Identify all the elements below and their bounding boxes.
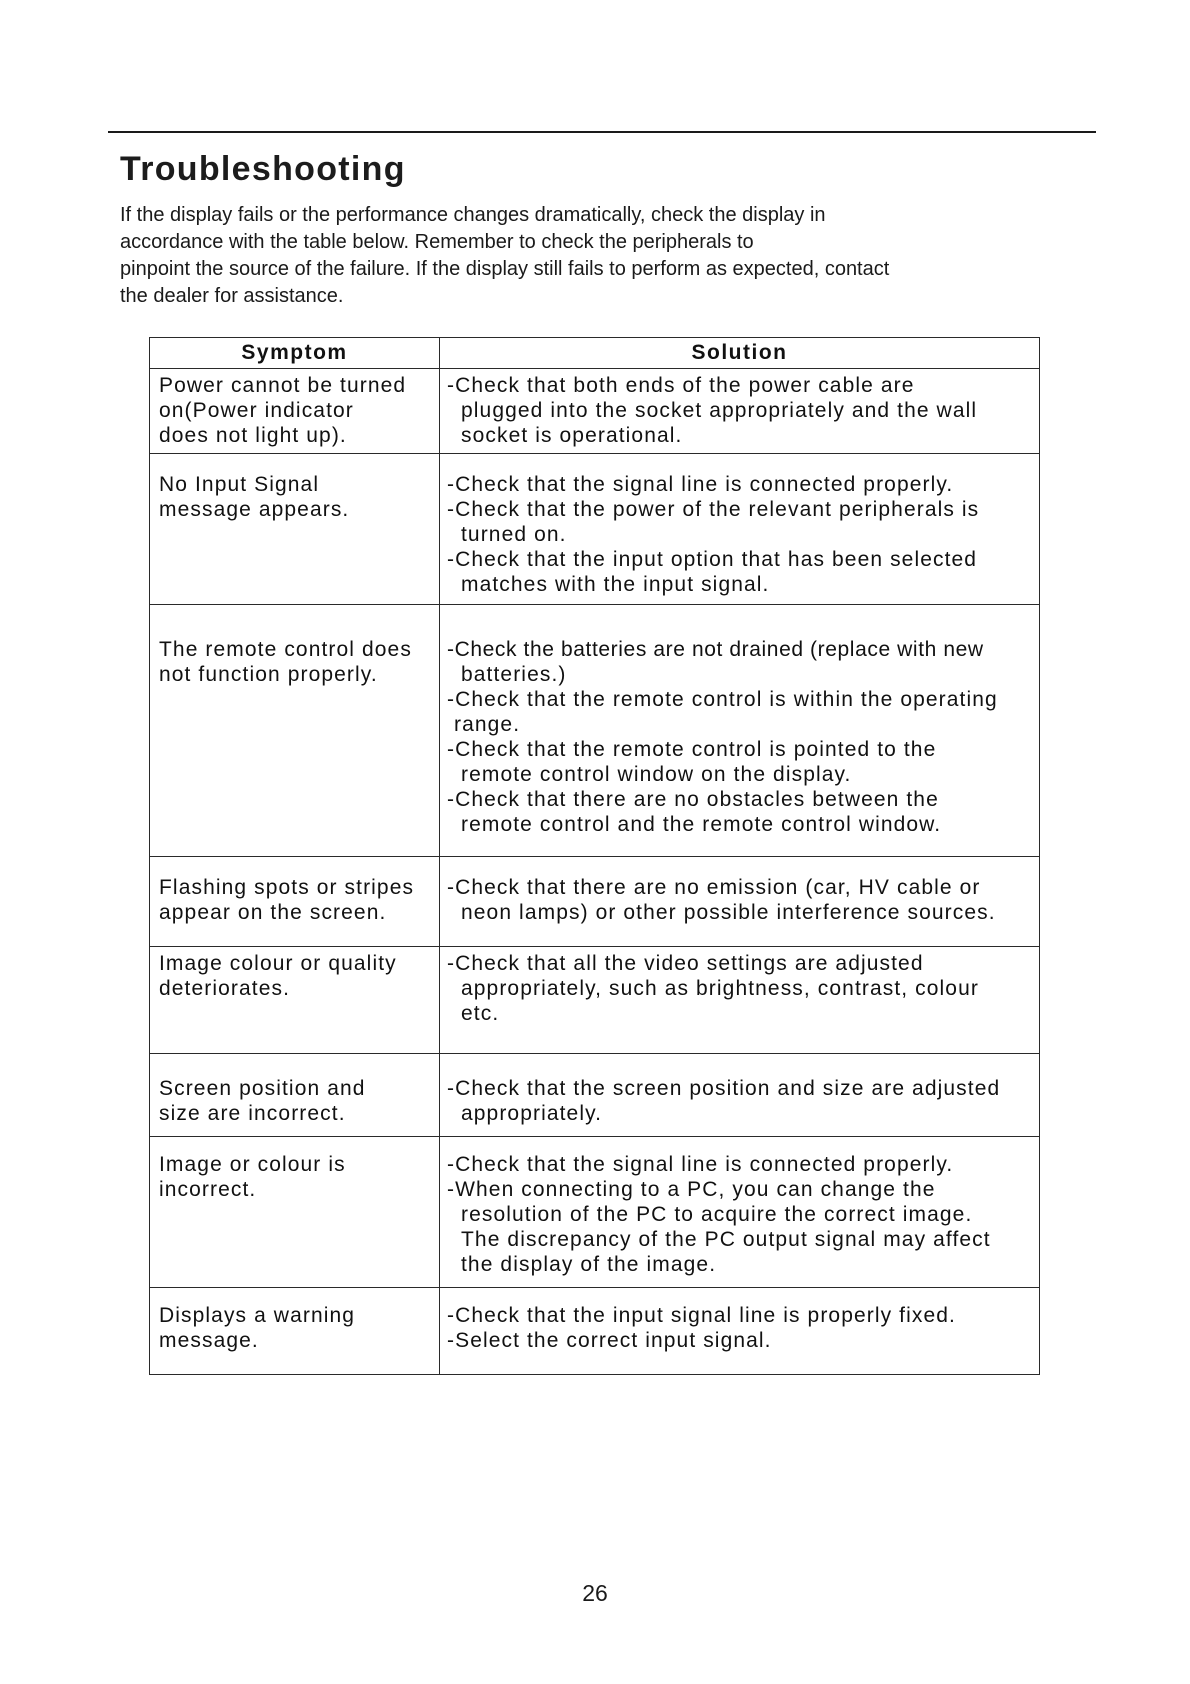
table-row (150, 1054, 1040, 1137)
solution-line: -Check that the remote control is pointed to the (447, 738, 937, 761)
symptom-line: Displays a warning (159, 1304, 356, 1327)
solution-line: -Check that the input option that has been selected (447, 548, 978, 571)
solution-cell (440, 369, 1040, 454)
table-row (150, 857, 1040, 947)
solution-line: plugged into the socket appropriately and the wall (461, 399, 978, 422)
intro-line: accordance with the table below. Remember to check the peripherals to (120, 231, 754, 253)
symptom-cell (150, 947, 440, 1054)
solution-cell (440, 605, 1040, 857)
solution-line: -Check that all the video settings are adjusted (447, 952, 924, 975)
page-number: 26 (582, 1580, 608, 1606)
solution-line: batteries.) (461, 663, 567, 686)
solution-cell (440, 857, 1040, 947)
symptom-line: No Input Signal (159, 473, 320, 496)
intro-paragraph (120, 202, 1020, 310)
solution-cell (440, 454, 1040, 605)
solution-line: remote control window on the display. (461, 763, 852, 786)
intro-line: the dealer for assistance. (120, 285, 344, 307)
solution-line: neon lamps) or other possible interference sources. (461, 901, 996, 924)
solution-line: -Check that the screen position and size are adjusted (447, 1077, 1001, 1100)
symptom-cell (150, 857, 440, 947)
solution-header: Solution (440, 338, 1040, 369)
symptom-line: deteriorates. (159, 977, 291, 1000)
solution-line: -Check that the input signal line is properly fixed. (447, 1304, 956, 1327)
header-row (150, 338, 1040, 369)
symptom-line: Flashing spots or stripes (159, 876, 415, 899)
table-row (150, 947, 1040, 1054)
symptom-line: Screen position and (159, 1077, 366, 1100)
symptom-cell (150, 605, 440, 857)
solution-line: -Check that the power of the relevant peripherals is (447, 498, 980, 521)
table-row (150, 605, 1040, 857)
symptom-line: message. (159, 1329, 259, 1352)
symptom-line: on(Power indicator (159, 399, 354, 422)
symptom-cell (150, 1288, 440, 1375)
solution-line: -Check that both ends of the power cable are (447, 374, 915, 397)
table-row (150, 1288, 1040, 1375)
table-row (150, 369, 1040, 454)
symptom-line: message appears. (159, 498, 350, 521)
solution-line: remote control and the remote control window. (461, 813, 942, 836)
solution-line: resolution of the PC to acquire the correct image. (461, 1203, 973, 1226)
solution-cell (440, 1137, 1040, 1288)
solution-line: matches with the input signal. (461, 573, 770, 596)
solution-line: range. (454, 713, 521, 736)
symptom-line: appear on the screen. (159, 901, 387, 924)
solution-line: appropriately, such as brightness, contrast, colour (461, 977, 979, 1000)
symptom-line: does not light up). (159, 424, 347, 447)
symptom-line: Image or colour is (159, 1153, 346, 1176)
solution-cell (440, 947, 1040, 1054)
solution-line: -Check that the signal line is connected properly. (447, 473, 954, 496)
solution-line: -Check the batteries are not drained (replace with new (447, 638, 984, 661)
symptom-line: The remote control does (159, 638, 412, 661)
solution-line: socket is operational. (461, 424, 683, 447)
solution-line: -Check that there are no obstacles between the (447, 788, 939, 811)
solution-line: -Check that there are no emission (car, HV cable or (447, 876, 981, 899)
solution-line: the display of the image. (461, 1253, 717, 1276)
symptom-cell (150, 454, 440, 605)
symptom-line: Image colour or quality (159, 952, 397, 975)
symptom-line: incorrect. (159, 1178, 257, 1201)
solution-line: etc. (461, 1002, 500, 1025)
solution-cell (440, 1054, 1040, 1137)
intro-line: pinpoint the source of the failure. If the display still fails to perform as expected, contact (120, 258, 890, 280)
solution-line: -Check that the signal line is connected properly. (447, 1153, 954, 1176)
solution-cell (440, 1288, 1040, 1375)
intro-line: If the display fails or the performance changes dramatically, check the display in (120, 204, 826, 226)
solution-line: The discrepancy of the PC output signal may affect (461, 1228, 991, 1251)
solution-line: turned on. (461, 523, 567, 546)
table-row (150, 1137, 1040, 1288)
table-row (150, 454, 1040, 605)
solution-line: appropriately. (461, 1102, 603, 1125)
symptom-line: not function properly. (159, 663, 378, 686)
symptom-line: size are incorrect. (159, 1102, 346, 1125)
symptom-cell (150, 1054, 440, 1137)
symptom-cell (150, 1137, 440, 1288)
solution-line: -Select the correct input signal. (447, 1329, 772, 1352)
solution-line: -When connecting to a PC, you can change the (447, 1178, 936, 1201)
top-rule (108, 131, 1096, 133)
solution-line: -Check that the remote control is within the operating (447, 688, 998, 711)
troubleshooting-table (149, 337, 1040, 1375)
page-title: Troubleshooting (120, 150, 406, 188)
symptom-header: Symptom (150, 338, 440, 369)
symptom-line: Power cannot be turned (159, 374, 407, 397)
symptom-cell (150, 369, 440, 454)
